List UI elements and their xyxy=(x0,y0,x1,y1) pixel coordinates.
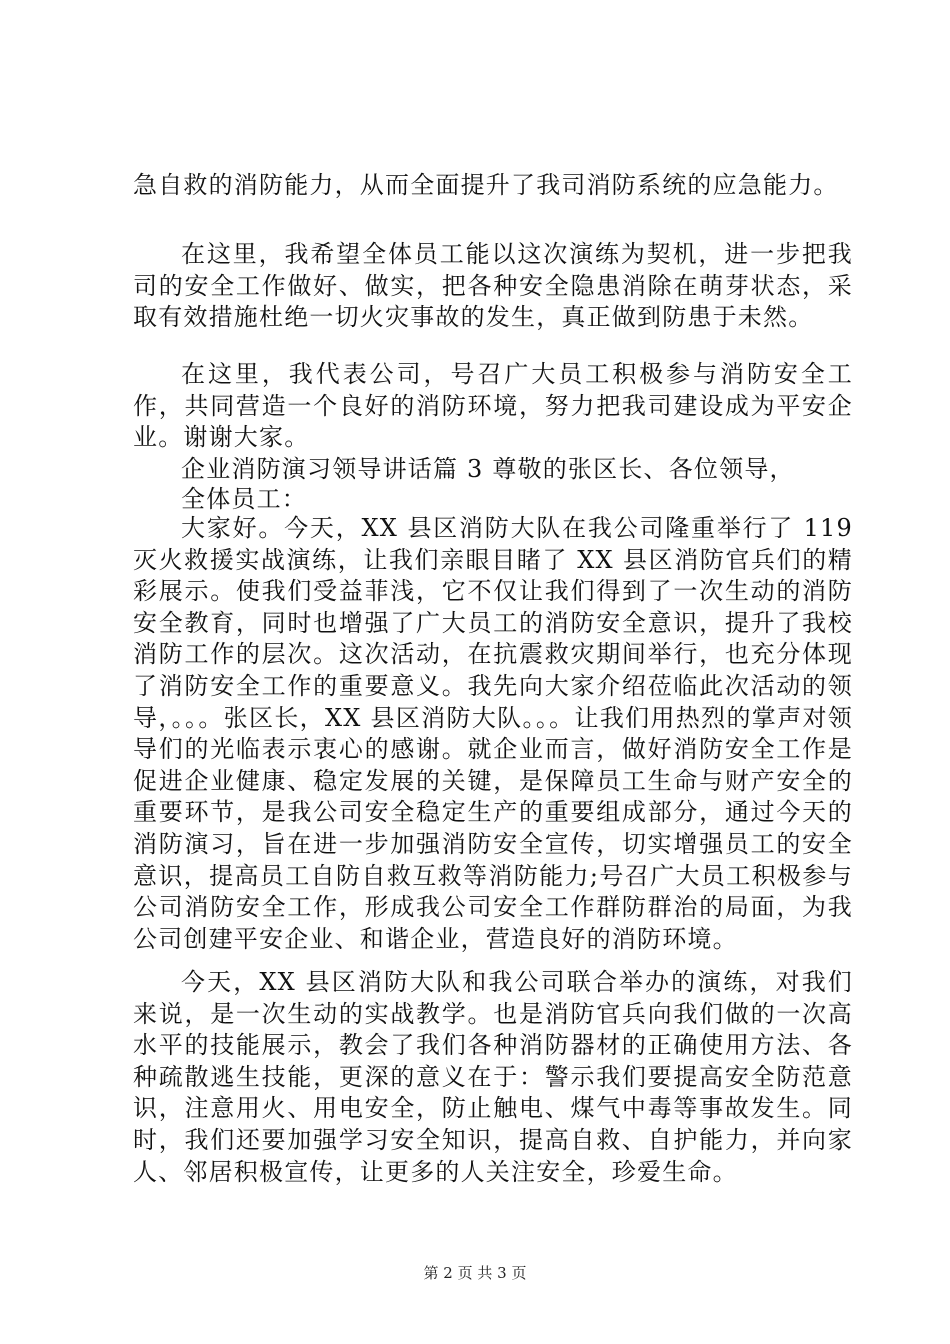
paragraph-hope: 在这里，我希望全体员工能以这次演练为契机，进一步把我司的安全工作做好、做实，把各种安全隐患消除在萌芽状态，采取有效措施杜绝一切火灾事故的发生，真正做到防患于未然。 xyxy=(133,240,853,332)
section-heading: 企业消防演习领导讲话篇 3 尊敬的张区长、各位领导， xyxy=(181,455,795,483)
salutation: 全体员工： xyxy=(181,485,307,513)
paragraph-drill-significance: 今天，XX 县区消防大队和我公司联合举办的演练，对我们来说，是一次生动的实战教学。也是消防官兵向我们做的一次高水平的技能展示，教会了我们各种消防器材的正确使用方法、各种疏散逃生技能，更深的意义在于：警示我们要提高安全防范意识，注意用火、用电安全，防止触电、煤气中毒等事故发生。同时，我们还要加强学习安全知识，提高自救、自护能力，并向家人、邻居积极宣传，让更多的人关注安全，珍爱生命。 xyxy=(133,968,853,1186)
paragraph-appeal: 在这里，我代表公司，号召广大员工积极参与消防安全工作，共同营造一个良好的消防环境，努力把我司建设成为平安企业。谢谢大家。 xyxy=(133,360,853,452)
paragraph-greeting: 大家好。今天，XX 县区消防大队在我公司隆重举行了 119 灭火救援实战演练，让我们亲眼目睹了 XX 县区消防官兵们的精彩展示。使我们受益菲浅，它不仅让我们得到了一次生动的消防安全教育，同时也增强了广大员工的消防安全意识，提升了我校消防工作的层次。这次活动，在抗震救灾期间举行，也充分体现了消防安全工作的重要意义。我先向大家介绍莅临此次活动的领导，。。。张区长，XX 县区消防大队。。。让我们用热烈的掌声对领导们的光临表示衷心的感谢。就企业而言，做好消防安全工作是促进企业健康、稳定发展的关键，是保障员工生命与财产安全的重要环节，是我公司安全稳定生产的重要组成部分，通过今天的消防演习，旨在进一步加强消防安全宣传，切实增强员工的安全意识，提高员工自防自救互救等消防能力;号召广大员工积极参与公司消防安全工作，形成我公司安全工作群防群治的局面，为我公司创建平安企业、和谐企业，营造良好的消防环境。 xyxy=(133,514,853,953)
page-footer: 第 2 页 共 3 页 xyxy=(423,1264,527,1282)
paragraph-continuation: 急自救的消防能力，从而全面提升了我司消防系统的应急能力。 xyxy=(133,171,839,199)
